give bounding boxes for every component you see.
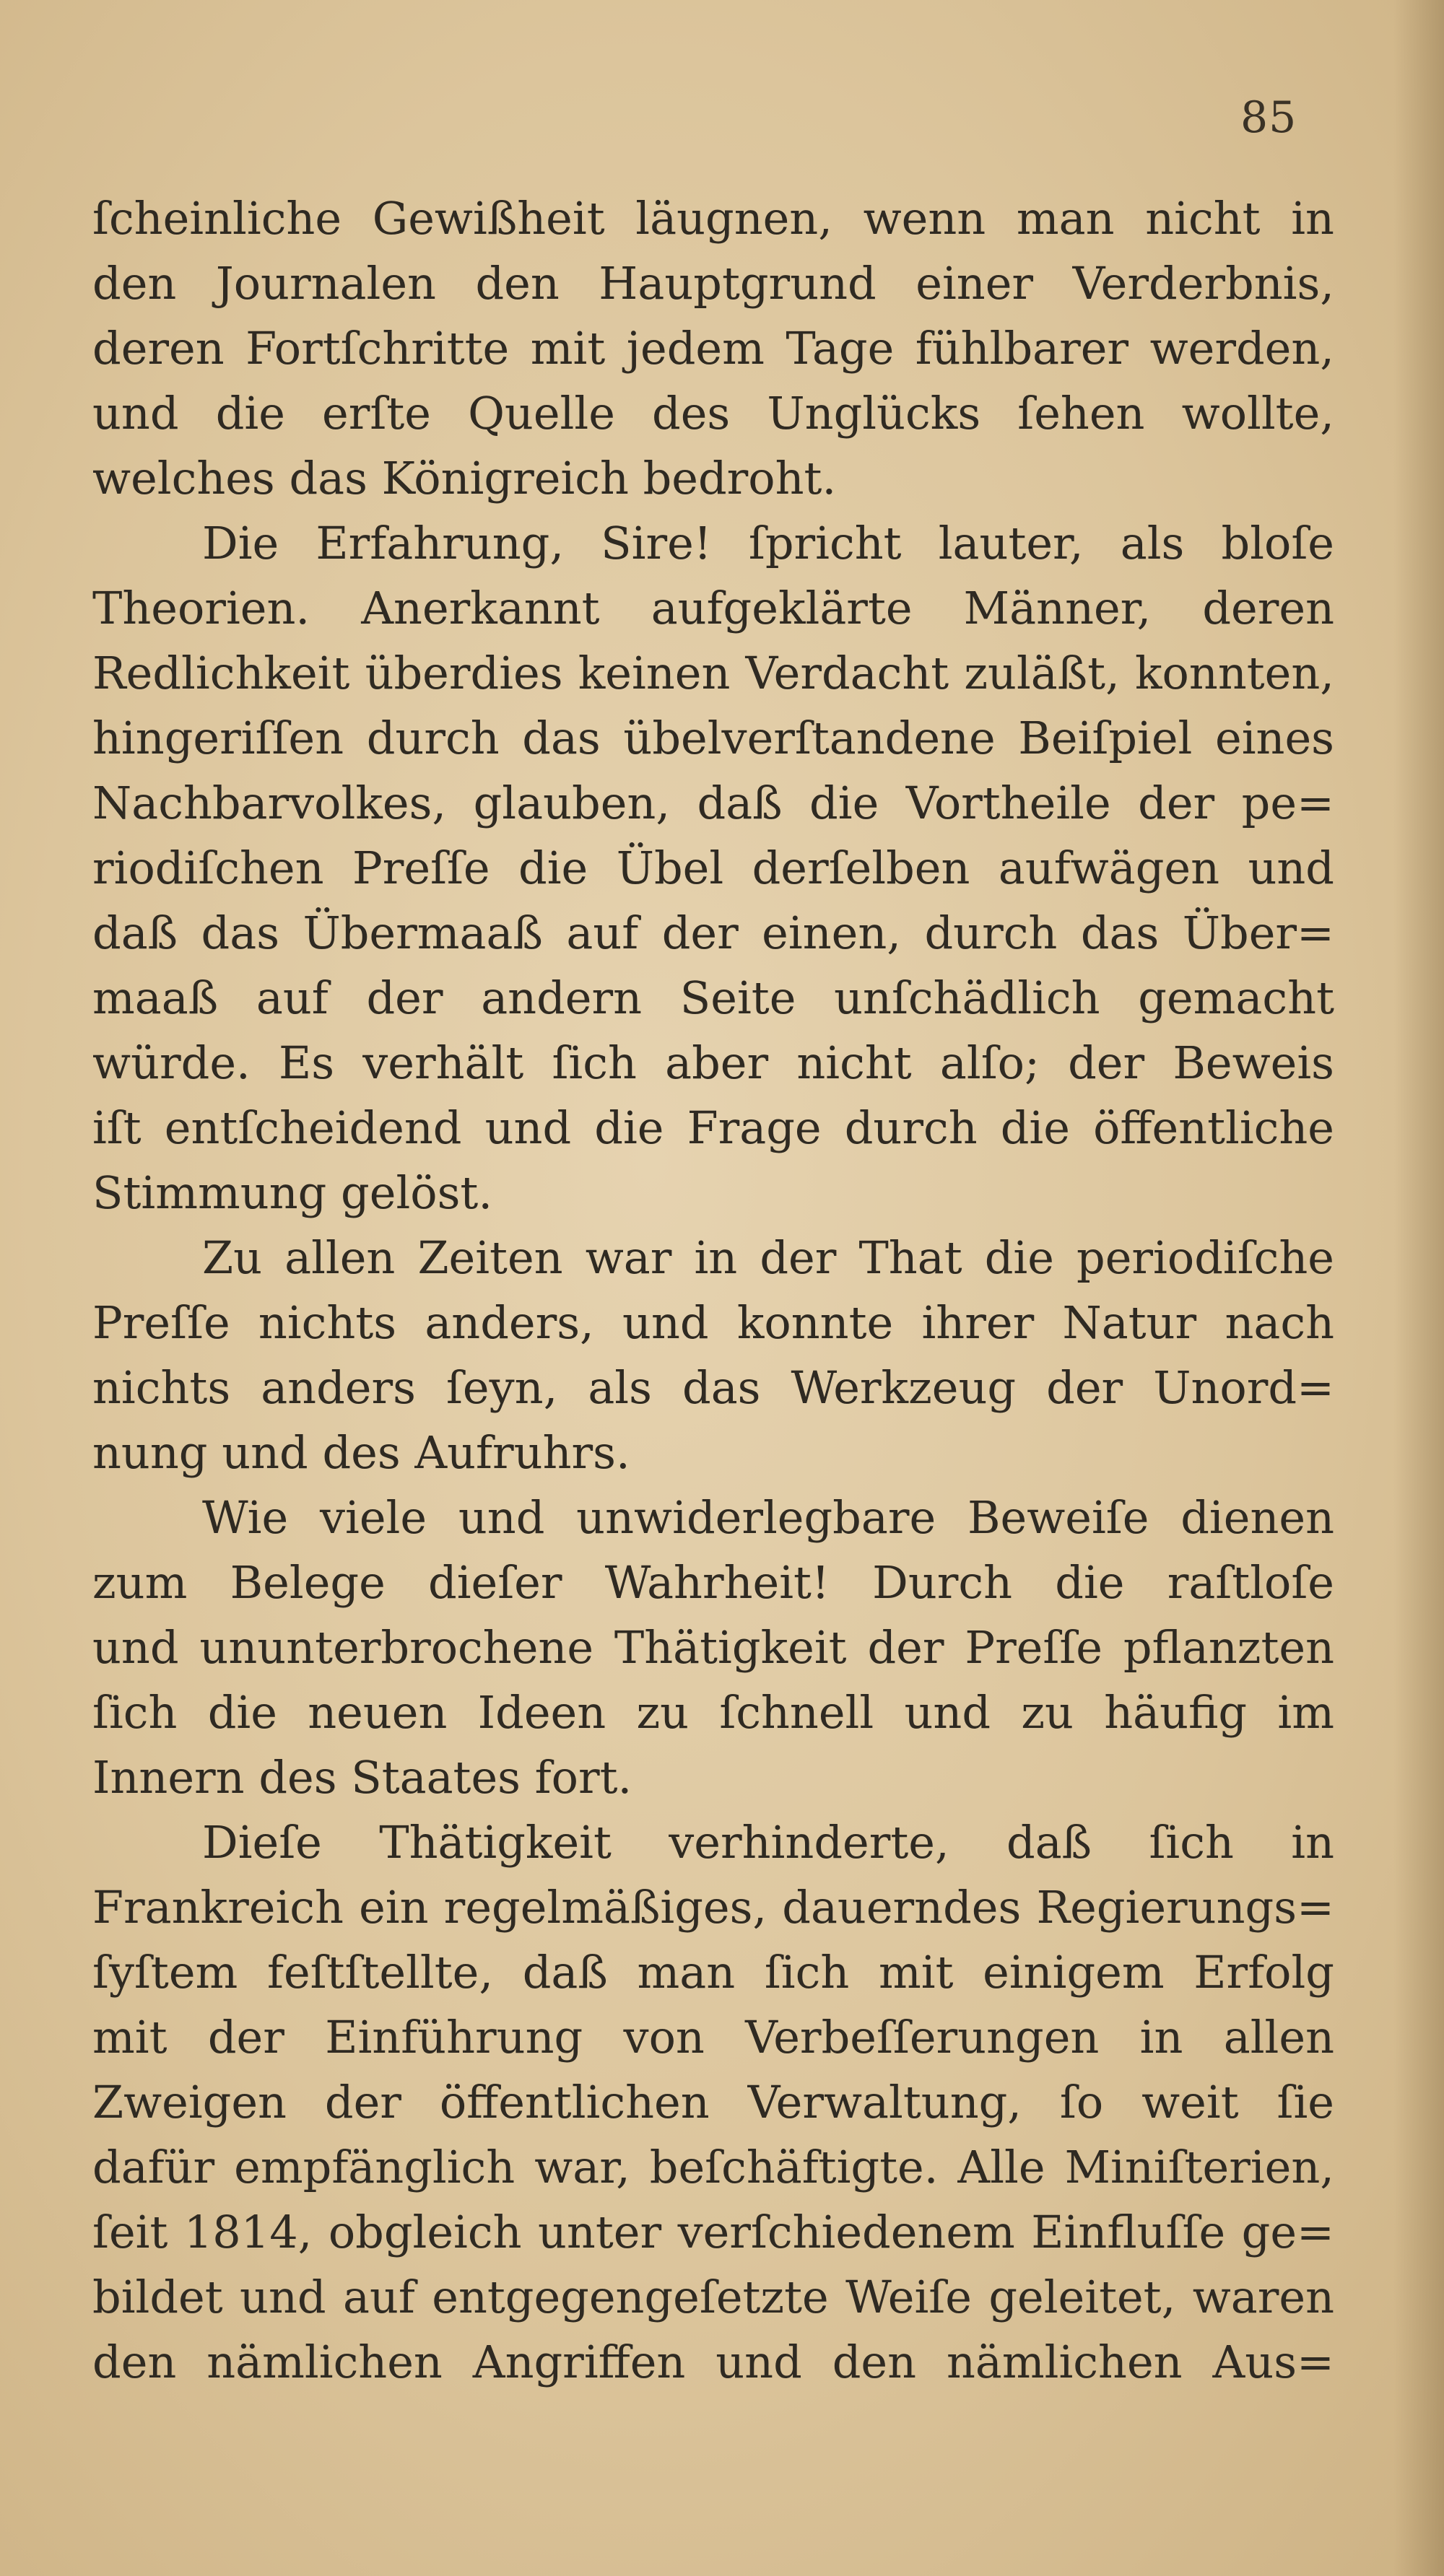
text-line: Frankreich ein regelmäßiges, dauerndes Regierungs= <box>92 1881 1334 1934</box>
text-line: ſeit 1814, obgleich unter verſchiedenem Einfluſſe ge= <box>92 2206 1334 2258</box>
text-line: daß das Übermaaß auf der einen, durch das Über= <box>92 907 1334 959</box>
text-line: deren Fortſchritte mit jedem Tage fühlbarer werden, <box>92 322 1334 375</box>
text-line: Zu allen Zeiten war in der That die periodiſche <box>202 1231 1334 1284</box>
text-line: mit der Einführung von Verbeſſerungen in allen <box>92 2011 1334 2064</box>
text-line: nung und des Aufruhrs. <box>92 1426 630 1479</box>
text-line: Redlichkeit überdies keinen Verdacht zuläßt, konnten, <box>92 647 1334 699</box>
text-line: nichts anders ſeyn, als das Werkzeug der Unord= <box>92 1361 1334 1414</box>
page-number: 85 <box>1240 92 1297 143</box>
text-line: Die Erfahrung, Sire! ſpricht lauter, als bloſe <box>202 517 1334 569</box>
text-line: Zweigen der öffentlichen Verwaltung, ſo weit ſie <box>92 2076 1334 2129</box>
text-line: ſcheinliche Gewißheit läugnen, wenn man nicht in <box>92 192 1334 245</box>
text-line: bildet und auf entgegengeſetzte Weiſe geleitet, waren <box>92 2271 1334 2323</box>
text-line: welches das Königreich bedroht. <box>92 452 837 505</box>
text-line: dafür empfänglich war, beſchäftigte. Alle Miniſterien, <box>92 2141 1334 2193</box>
text-line: Dieſe Thätigkeit verhinderte, daß ſich in <box>202 1816 1334 1869</box>
text-line: den Journalen den Hauptgrund einer Verderbnis, <box>92 257 1334 310</box>
text-line: maaß auf der andern Seite unſchädlich gemacht <box>92 972 1334 1024</box>
text-line: Theorien. Anerkannt aufgeklärte Männer, deren <box>92 582 1334 634</box>
text-line: Innern des Staates fort. <box>92 1751 632 1804</box>
text-line: Wie viele und unwiderlegbare Beweiſe dienen <box>202 1491 1334 1544</box>
body-text <box>92 186 1334 2395</box>
text-line: würde. Es verhält ſich aber nicht alſo; der Beweis <box>92 1036 1334 1089</box>
text-line: hingeriſſen durch das übelverſtandene Beiſpiel eines <box>92 712 1334 764</box>
text-line: iſt entſcheidend und die Frage durch die öffentliche <box>92 1101 1334 1154</box>
text-line: Preſſe nichts anders, und konnte ihrer Natur nach <box>92 1296 1334 1349</box>
text-line: den nämlichen Angriffen und den nämlichen Aus= <box>92 2336 1334 2388</box>
text-line: Stimmung gelöst. <box>92 1166 493 1219</box>
page-edge-shadow <box>1393 0 1444 2576</box>
text-line: ſich die neuen Ideen zu ſchnell und zu häufig im <box>92 1686 1334 1739</box>
text-line: riodiſchen Preſſe die Übel derſelben aufwägen und <box>92 842 1334 894</box>
text-line: ſyſtem feſtſtellte, daß man ſich mit einigem Erfolg <box>92 1946 1334 1999</box>
text-line: und die erſte Quelle des Unglücks ſehen wollte, <box>92 387 1334 440</box>
text-line: Nachbarvolkes, glauben, daß die Vortheile der pe= <box>92 777 1334 829</box>
text-line: zum Belege dieſer Wahrheit! Durch die raſtloſe <box>92 1556 1334 1609</box>
text-line: und ununterbrochene Thätigkeit der Preſſe pflanzten <box>92 1621 1334 1674</box>
